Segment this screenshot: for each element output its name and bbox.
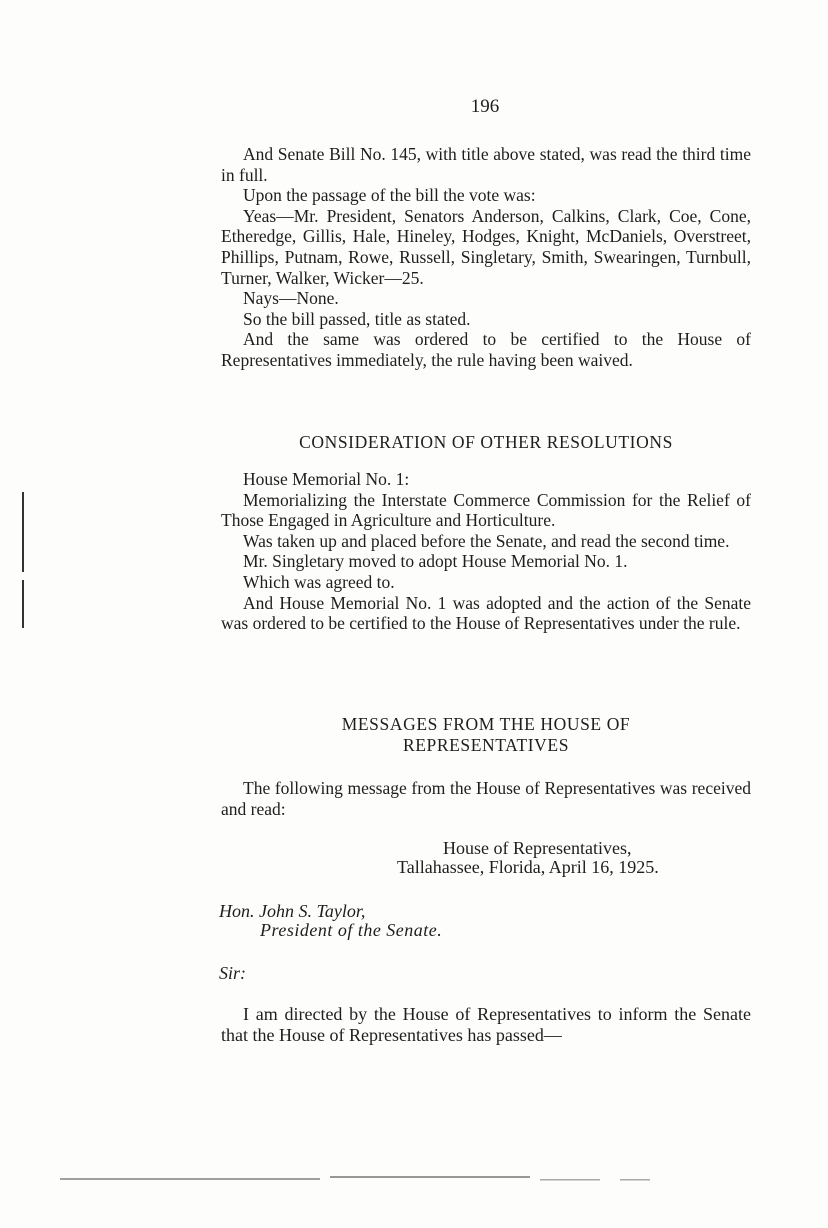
section-heading-2 xyxy=(221,714,751,756)
paragraph: So the bill passed, title as stated. xyxy=(243,308,471,329)
addressee-title: President of the Senate. xyxy=(260,920,443,940)
section-heading: CONSIDERATION OF OTHER RESOLUTIONS xyxy=(299,432,673,452)
paragraph: Was taken up and placed before the Senate, and read the second time. xyxy=(243,530,730,551)
scan-artifact xyxy=(40,1174,660,1184)
heading-line: REPRESENTATIVES xyxy=(402,735,570,755)
page-number: 196 xyxy=(470,96,500,117)
paragraph: And House Memorial No. 1 was adopted and the action of the Senate was ordered to be certified to the House of Representatives under the rule. xyxy=(221,592,751,634)
nays-paragraph: Nays—None. xyxy=(243,288,339,309)
salutation: Sir: xyxy=(219,963,246,983)
memorial-title: House Memorial No. 1: xyxy=(243,469,410,489)
message-body-section xyxy=(221,1004,751,1046)
paragraph: The following message from the House of Representatives was received and read: xyxy=(221,778,751,819)
margin-mark xyxy=(22,492,24,572)
message-intro-section xyxy=(221,778,751,819)
yeas-paragraph: Yeas—Mr. President, Senators Anderson, Calkins, Clark, Coe, Cone, Etheredge, Gillis, Hale, Hineley, Hodges, Knight, McDaniels, Overstreet, Phillips, Putnam, Rowe, Russell, Singletary, Smith, Swearingen, Turnbull, Turner, Walker, Wicker—25. xyxy=(221,205,751,288)
paragraph: Which was agreed to. xyxy=(243,571,395,592)
paragraph: Mr. Singletary moved to adopt House Memorial No. 1. xyxy=(243,551,628,572)
senate-bill-section xyxy=(221,144,751,371)
paragraph: I am directed by the House of Representatives to inform the Senate that the House of Representatives has passed— xyxy=(221,1004,751,1045)
memorial-section xyxy=(221,469,751,634)
paragraph: And the same was ordered to be certified to the House of Representatives immediately, the rule having been waived. xyxy=(221,329,751,370)
from-house: House of Representatives, xyxy=(443,838,632,858)
addressee-name: Hon. John S. Taylor, xyxy=(219,901,366,921)
margin-mark xyxy=(22,580,24,628)
from-place: Tallahassee, Florida, April 16, 1925. xyxy=(397,857,659,877)
paragraph: Memorializing the Interstate Commerce Commission for the Relief of Those Engaged in Agriculture and Horticulture. xyxy=(221,489,751,531)
heading-line: MESSAGES FROM THE HOUSE OF xyxy=(341,714,631,734)
paragraph: And Senate Bill No. 145, with title above stated, was read the third time in full. xyxy=(221,144,751,185)
paragraph: Upon the passage of the bill the vote was: xyxy=(243,185,536,206)
